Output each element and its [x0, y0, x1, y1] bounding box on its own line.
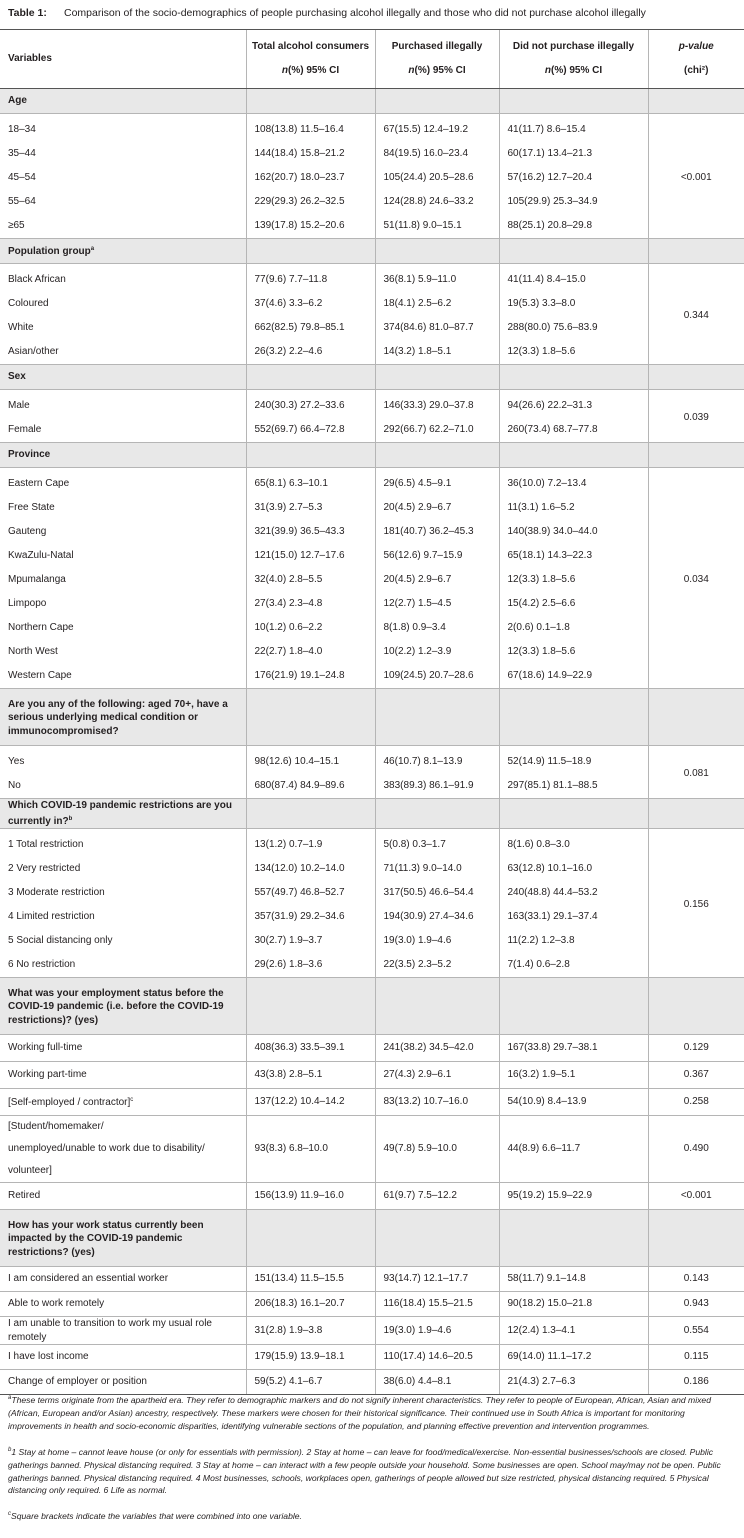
section-header-row	[0, 89, 744, 114]
table-row	[0, 929, 744, 953]
section-cell	[246, 239, 375, 264]
table-row	[0, 114, 744, 143]
table-row	[0, 881, 744, 905]
p-value-cell: <0.001	[648, 114, 744, 239]
purchased-cell: 317(50.5) 46.6–54.4	[375, 881, 499, 905]
section-cell	[648, 89, 744, 114]
not-purchased-cell: 15(4.2) 2.5–6.6	[499, 592, 648, 616]
table-row	[0, 774, 744, 799]
purchased-cell: 10(2.2) 1.2–3.9	[375, 640, 499, 664]
row-label: 35–44	[8, 148, 36, 160]
row-label: Working part-time	[0, 1062, 246, 1089]
p-value-cell: 0.554	[648, 1317, 744, 1345]
purchased-cell: 84(19.5) 16.0–23.4	[375, 142, 499, 166]
not-purchased-cell: 260(73.4) 68.7–77.8	[499, 418, 648, 443]
section-header-row	[0, 365, 744, 390]
purchased-cell: 38(6.0) 4.4–8.1	[375, 1370, 499, 1395]
not-purchased-cell: 54(10.9) 8.4–13.9	[499, 1089, 648, 1116]
section-cell	[499, 1210, 648, 1267]
table-row	[0, 640, 744, 664]
purchased-cell: 61(9.7) 7.5–12.2	[375, 1183, 499, 1210]
purchased-cell: 83(13.2) 10.7–16.0	[375, 1089, 499, 1116]
not-purchased-cell: 2(0.6) 0.1–1.8	[499, 616, 648, 640]
section-cell	[648, 365, 744, 390]
total-cell: 552(69.7) 66.4–72.8	[246, 418, 375, 443]
purchased-cell: 20(4.5) 2.9–6.7	[375, 568, 499, 592]
row-label: Yes	[8, 756, 25, 768]
not-purchased-cell: 63(12.8) 10.1–16.0	[499, 857, 648, 881]
table-row	[0, 829, 744, 858]
total-cell: 144(18.4) 15.8–21.2	[246, 142, 375, 166]
row-label: Change of employer or position	[0, 1370, 246, 1395]
total-cell: 98(12.6) 10.4–15.1	[246, 746, 375, 775]
total-cell: 408(36.3) 33.5–39.1	[246, 1035, 375, 1062]
section-title: What was your employment status before the COVID-19 pandemic (i.e. before the COVID-19 restrictions)? (yes)	[0, 978, 246, 1035]
row-label: Asian/other	[8, 346, 59, 358]
header-total: Total alcohol consumers n(%) 95% CI	[246, 30, 375, 89]
total-cell: 26(3.2) 2.2–4.6	[246, 340, 375, 365]
data-table	[0, 29, 744, 1395]
row-label: 5 Social distancing only	[8, 935, 113, 947]
row-label: No	[8, 780, 21, 792]
row-label: Mpumalanga	[8, 574, 66, 586]
section-cell	[375, 799, 499, 829]
total-cell: 30(2.7) 1.9–3.7	[246, 929, 375, 953]
table-row	[0, 214, 744, 239]
section-cell	[246, 689, 375, 746]
not-purchased-cell: 297(85.1) 81.1–88.5	[499, 774, 648, 799]
total-cell: 43(3.8) 2.8–5.1	[246, 1062, 375, 1089]
total-cell: 176(21.9) 19.1–24.8	[246, 664, 375, 689]
purchased-cell: 36(8.1) 5.9–11.0	[375, 264, 499, 293]
not-purchased-cell: 240(48.8) 44.4–53.2	[499, 881, 648, 905]
row-label: 55–64	[8, 196, 36, 208]
table-row	[0, 468, 744, 497]
total-cell: 134(12.0) 10.2–14.0	[246, 857, 375, 881]
total-cell: 31(3.9) 2.7–5.3	[246, 496, 375, 520]
row-label: ≥65	[8, 220, 25, 232]
total-cell: 59(5.2) 4.1–6.7	[246, 1370, 375, 1395]
total-cell: 29(2.6) 1.8–3.6	[246, 953, 375, 978]
purchased-cell: 27(4.3) 2.9–6.1	[375, 1062, 499, 1089]
not-purchased-cell: 44(8.9) 6.6–11.7	[499, 1116, 648, 1183]
footnote-c: $^c$Square brackets indicate the variables that were combined into one variable.	[8, 1511, 302, 1521]
not-purchased-cell: 7(1.4) 0.6–2.8	[499, 953, 648, 978]
p-value-cell: 0.344	[648, 264, 744, 365]
purchased-cell: 19(3.0) 1.9–4.6	[375, 1317, 499, 1345]
header-pvalue: p-value (chi²)	[648, 30, 744, 89]
purchased-cell: 93(14.7) 12.1–17.7	[375, 1267, 499, 1292]
section-title: How has your work status currently been impacted by the COVID-19 pandemic restrictions? (yes)	[0, 1210, 246, 1267]
table-row	[0, 496, 744, 520]
table-caption	[0, 0, 744, 27]
total-cell: 179(15.9) 13.9–18.1	[246, 1345, 375, 1370]
total-cell: 65(8.1) 6.3–10.1	[246, 468, 375, 497]
table-row	[0, 418, 744, 443]
table-row	[0, 142, 744, 166]
table-row	[0, 390, 744, 419]
row-label: 45–54	[8, 172, 36, 184]
purchased-cell: 51(11.8) 9.0–15.1	[375, 214, 499, 239]
purchased-cell: 383(89.3) 86.1–91.9	[375, 774, 499, 799]
table-row	[0, 1292, 744, 1317]
not-purchased-cell: 41(11.7) 8.6–15.4	[499, 114, 648, 143]
row-label: Eastern Cape	[8, 478, 70, 490]
row-label: 2 Very restricted	[8, 863, 81, 875]
total-cell: 13(1.2) 0.7–1.9	[246, 829, 375, 858]
section-cell	[246, 978, 375, 1035]
total-cell: 10(1.2) 0.6–2.2	[246, 616, 375, 640]
table-row	[0, 1116, 744, 1183]
row-label: KwaZulu-Natal	[8, 550, 74, 562]
row-label: Male	[8, 400, 30, 412]
p-value-cell: 0.943	[648, 1292, 744, 1317]
section-cell	[375, 89, 499, 114]
table-row	[0, 1370, 744, 1395]
table-row	[0, 316, 744, 340]
row-label: Western Cape	[8, 670, 72, 682]
purchased-cell: 105(24.4) 20.5–28.6	[375, 166, 499, 190]
table-row	[0, 746, 744, 775]
table-row	[0, 264, 744, 293]
table-row	[0, 520, 744, 544]
header-row	[0, 30, 744, 89]
section-title: Are you any of the following: aged 70+, have a serious underlying medical condition or immunocompromised?	[0, 689, 246, 746]
row-label: Female	[8, 424, 42, 436]
total-cell: 22(2.7) 1.8–4.0	[246, 640, 375, 664]
not-purchased-cell: 57(16.2) 12.7–20.4	[499, 166, 648, 190]
purchased-cell: 29(6.5) 4.5–9.1	[375, 468, 499, 497]
total-cell: 662(82.5) 79.8–85.1	[246, 316, 375, 340]
total-cell: 37(4.6) 3.3–6.2	[246, 292, 375, 316]
not-purchased-cell: 16(3.2) 1.9–5.1	[499, 1062, 648, 1089]
row-label: Able to work remotely	[0, 1292, 246, 1317]
table-row	[0, 905, 744, 929]
row-label: I am considered an essential worker	[8, 1273, 169, 1285]
table-row	[0, 616, 744, 640]
not-purchased-cell: 95(19.2) 15.9–22.9	[499, 1183, 648, 1210]
purchased-cell: 5(0.8) 0.3–1.7	[375, 829, 499, 858]
section-cell	[648, 239, 744, 264]
table-row	[0, 1267, 744, 1292]
section-cell	[246, 89, 375, 114]
purchased-cell: 181(40.7) 36.2–45.3	[375, 520, 499, 544]
section-cell	[499, 365, 648, 390]
section-title: Which COVID-19 pandemic restrictions are you currently in?$^b$	[0, 799, 246, 829]
table-row	[0, 568, 744, 592]
section-title: Sex	[0, 365, 246, 390]
section-cell	[246, 799, 375, 829]
section-cell	[499, 443, 648, 468]
row-label: Coloured	[8, 298, 49, 310]
not-purchased-cell: 21(4.3) 2.7–6.3	[499, 1370, 648, 1395]
section-cell	[648, 799, 744, 829]
not-purchased-cell: 52(14.9) 11.5–18.9	[499, 746, 648, 775]
purchased-cell: 71(11.3) 9.0–14.0	[375, 857, 499, 881]
header-variables: Variables	[0, 30, 246, 89]
section-header-row	[0, 978, 744, 1035]
purchased-cell: 22(3.5) 2.3–5.2	[375, 953, 499, 978]
not-purchased-cell: 90(18.2) 15.0–21.8	[499, 1292, 648, 1317]
table-row	[0, 1062, 744, 1089]
total-cell: 31(2.8) 1.9–3.8	[246, 1317, 375, 1345]
section-cell	[246, 443, 375, 468]
section-cell	[499, 239, 648, 264]
p-value-cell: 0.367	[648, 1062, 744, 1089]
table-row	[0, 1035, 744, 1062]
table-row	[0, 1183, 744, 1210]
section-cell	[499, 799, 648, 829]
section-cell	[246, 1210, 375, 1267]
purchased-cell: 12(2.7) 1.5–4.5	[375, 592, 499, 616]
not-purchased-cell: 11(3.1) 1.6–5.2	[499, 496, 648, 520]
not-purchased-cell: 58(11.7) 9.1–14.8	[499, 1267, 648, 1292]
not-purchased-cell: 11(2.2) 1.2–3.8	[499, 929, 648, 953]
p-value-cell: 0.143	[648, 1267, 744, 1292]
row-label: Northern Cape	[8, 622, 74, 634]
purchased-cell: 109(24.5) 20.7–28.6	[375, 664, 499, 689]
purchased-cell: 116(18.4) 15.5–21.5	[375, 1292, 499, 1317]
section-cell	[648, 978, 744, 1035]
table-row	[0, 1317, 744, 1345]
not-purchased-cell: 12(3.3) 1.8–5.6	[499, 640, 648, 664]
p-value-cell: 0.129	[648, 1035, 744, 1062]
p-value-cell: 0.081	[648, 746, 744, 799]
section-cell	[375, 689, 499, 746]
table-row	[0, 340, 744, 365]
section-header-row	[0, 239, 744, 264]
not-purchased-cell: 19(5.3) 3.3–8.0	[499, 292, 648, 316]
footnote-a: $^a$These terms originate from the apartheid era. They refer to demographic markers and do not signify inherent characteristics. They refer to people of European, African, Asian and mixed (African, European and/or Asian) ancestry, respectively. These markers were chosen for their historical significance. Their continued use in South Africa is important for monitoring improvements in health and socio-economic disparities, identifying vulnerable sections of the population, and planning effective prevention and intervention programmes.	[8, 1395, 711, 1431]
purchased-cell: 241(38.2) 34.5–42.0	[375, 1035, 499, 1062]
purchased-cell: 56(12.6) 9.7–15.9	[375, 544, 499, 568]
total-cell: 27(3.4) 2.3–4.8	[246, 592, 375, 616]
total-cell: 32(4.0) 2.8–5.5	[246, 568, 375, 592]
section-header-row	[0, 689, 744, 746]
total-cell: 108(13.8) 11.5–16.4	[246, 114, 375, 143]
total-cell: 151(13.4) 11.5–15.5	[246, 1267, 375, 1292]
total-cell: 156(13.9) 11.9–16.0	[246, 1183, 375, 1210]
section-cell	[499, 978, 648, 1035]
p-value-cell: 0.034	[648, 468, 744, 689]
footnote-b: $^b$1 Stay at home – cannot leave house (or only for essentials with permission). 2 Stay at home – can leave for food/medical/exercise. Non-essential businesses/schools are closed. Public gatherings banned. Physical distancing required. 3 Stay at home – can interact with a few people outside your household. Some businesses are open. School may/may not be open. Public gatherings banned. Physical distancing required. 4 Most businesses, schools, workplaces open, gatherings of people allowed but size restricted, physical distancing required. 5 Physical distancing only required. 6 Life as normal.	[8, 1447, 721, 1496]
row-label: 1 Total restriction	[8, 839, 84, 851]
purchased-cell: 67(15.5) 12.4–19.2	[375, 114, 499, 143]
table-row	[0, 664, 744, 689]
purchased-cell: 46(10.7) 8.1–13.9	[375, 746, 499, 775]
not-purchased-cell: 140(38.9) 34.0–44.0	[499, 520, 648, 544]
purchased-cell: 374(84.6) 81.0–87.7	[375, 316, 499, 340]
table-body	[0, 89, 744, 1395]
total-cell: 240(30.3) 27.2–33.6	[246, 390, 375, 419]
section-cell	[375, 978, 499, 1035]
not-purchased-cell: 12(2.4) 1.3–4.1	[499, 1317, 648, 1345]
not-purchased-cell: 60(17.1) 13.4–21.3	[499, 142, 648, 166]
row-label: North West	[8, 646, 58, 658]
row-label: [Self-employed / contractor]$^c$	[0, 1089, 246, 1116]
header-not-purchased: Did not purchase illegally n(%) 95% CI	[499, 30, 648, 89]
purchased-cell: 146(33.3) 29.0–37.8	[375, 390, 499, 419]
section-title: Age	[0, 89, 246, 114]
row-label: 18–34	[8, 124, 36, 136]
row-label: Black African	[8, 274, 66, 286]
table-row	[0, 166, 744, 190]
row-label: 6 No restriction	[8, 959, 76, 971]
total-cell: 121(15.0) 12.7–17.6	[246, 544, 375, 568]
total-cell: 137(12.2) 10.4–14.2	[246, 1089, 375, 1116]
not-purchased-cell: 8(1.6) 0.8–3.0	[499, 829, 648, 858]
section-header-row	[0, 799, 744, 829]
total-cell: 206(18.3) 16.1–20.7	[246, 1292, 375, 1317]
total-cell: 93(8.3) 6.8–10.0	[246, 1116, 375, 1183]
not-purchased-cell: 67(18.6) 14.9–22.9	[499, 664, 648, 689]
section-header-row	[0, 443, 744, 468]
table-row	[0, 292, 744, 316]
row-label: Retired	[0, 1183, 246, 1210]
section-cell	[648, 443, 744, 468]
section-cell	[648, 689, 744, 746]
section-cell	[499, 89, 648, 114]
section-cell	[246, 365, 375, 390]
not-purchased-cell: 36(10.0) 7.2–13.4	[499, 468, 648, 497]
table-row	[0, 544, 744, 568]
purchased-cell: 20(4.5) 2.9–6.7	[375, 496, 499, 520]
not-purchased-cell: 12(3.3) 1.8–5.6	[499, 340, 648, 365]
row-label: I am unable to transition to work my usual role remotely	[0, 1317, 246, 1345]
not-purchased-cell: 41(11.4) 8.4–15.0	[499, 264, 648, 293]
table-row	[0, 953, 744, 978]
not-purchased-cell: 69(14.0) 11.1–17.2	[499, 1345, 648, 1370]
total-cell: 680(87.4) 84.9–89.6	[246, 774, 375, 799]
not-purchased-cell: 105(29.9) 25.3–34.9	[499, 190, 648, 214]
section-title: Province	[0, 443, 246, 468]
section-cell	[375, 1210, 499, 1267]
not-purchased-cell: 88(25.1) 20.8–29.8	[499, 214, 648, 239]
purchased-cell: 19(3.0) 1.9–4.6	[375, 929, 499, 953]
purchased-cell: 124(28.8) 24.6–33.2	[375, 190, 499, 214]
section-header-row	[0, 1210, 744, 1267]
purchased-cell: 194(30.9) 27.4–34.6	[375, 905, 499, 929]
section-title: Population group$^a$	[0, 239, 246, 264]
table-number: Table 1:	[8, 7, 47, 19]
purchased-cell: 8(1.8) 0.9–3.4	[375, 616, 499, 640]
row-label: I have lost income	[0, 1345, 246, 1370]
row-label: 4 Limited restriction	[8, 911, 95, 923]
purchased-cell: 14(3.2) 1.8–5.1	[375, 340, 499, 365]
section-cell	[648, 1210, 744, 1267]
purchased-cell: 110(17.4) 14.6–20.5	[375, 1345, 499, 1370]
total-cell: 557(49.7) 46.8–52.7	[246, 881, 375, 905]
not-purchased-cell: 65(18.1) 14.3–22.3	[499, 544, 648, 568]
p-value-cell: 0.115	[648, 1345, 744, 1370]
section-cell	[499, 689, 648, 746]
section-cell	[375, 239, 499, 264]
total-cell: 77(9.6) 7.7–11.8	[246, 264, 375, 293]
total-cell: 357(31.9) 29.2–34.6	[246, 905, 375, 929]
p-value-cell: 0.258	[648, 1089, 744, 1116]
p-value-cell: 0.490	[648, 1116, 744, 1183]
p-value-cell: 0.156	[648, 829, 744, 978]
table-row	[0, 857, 744, 881]
not-purchased-cell: 94(26.6) 22.2–31.3	[499, 390, 648, 419]
table-row	[0, 1089, 744, 1116]
total-cell: 321(39.9) 36.5–43.3	[246, 520, 375, 544]
table-row	[0, 190, 744, 214]
not-purchased-cell: 163(33.1) 29.1–37.4	[499, 905, 648, 929]
row-label: 3 Moderate restriction	[8, 887, 105, 899]
row-label: [Student/homemaker/ unemployed/unable to work due to disability/ volunteer]	[0, 1116, 246, 1183]
p-value-cell: 0.039	[648, 390, 744, 443]
table-row	[0, 1345, 744, 1370]
row-label: Limpopo	[8, 598, 47, 610]
row-label: Working full-time	[8, 1042, 83, 1054]
row-label: White	[8, 322, 34, 334]
row-label: Free State	[8, 502, 55, 514]
section-cell	[375, 443, 499, 468]
not-purchased-cell: 288(80.0) 75.6–83.9	[499, 316, 648, 340]
purchased-cell: 18(4.1) 2.5–6.2	[375, 292, 499, 316]
total-cell: 139(17.8) 15.2–20.6	[246, 214, 375, 239]
total-cell: 162(20.7) 18.0–23.7	[246, 166, 375, 190]
section-cell	[375, 365, 499, 390]
not-purchased-cell: 12(3.3) 1.8–5.6	[499, 568, 648, 592]
not-purchased-cell: 167(33.8) 29.7–38.1	[499, 1035, 648, 1062]
p-value-cell: 0.186	[648, 1370, 744, 1395]
header-purchased: Purchased illegally n(%) 95% CI	[375, 30, 499, 89]
row-label: Gauteng	[8, 526, 47, 538]
purchased-cell: 49(7.8) 5.9–10.0	[375, 1116, 499, 1183]
p-value-cell: <0.001	[648, 1183, 744, 1210]
table-row	[0, 592, 744, 616]
purchased-cell: 292(66.7) 62.2–71.0	[375, 418, 499, 443]
total-cell: 229(29.3) 26.2–32.5	[246, 190, 375, 214]
table-title: Comparison of the socio-demographics of people purchasing alcohol illegally and those who did not purchase alcohol illegally	[64, 7, 646, 19]
